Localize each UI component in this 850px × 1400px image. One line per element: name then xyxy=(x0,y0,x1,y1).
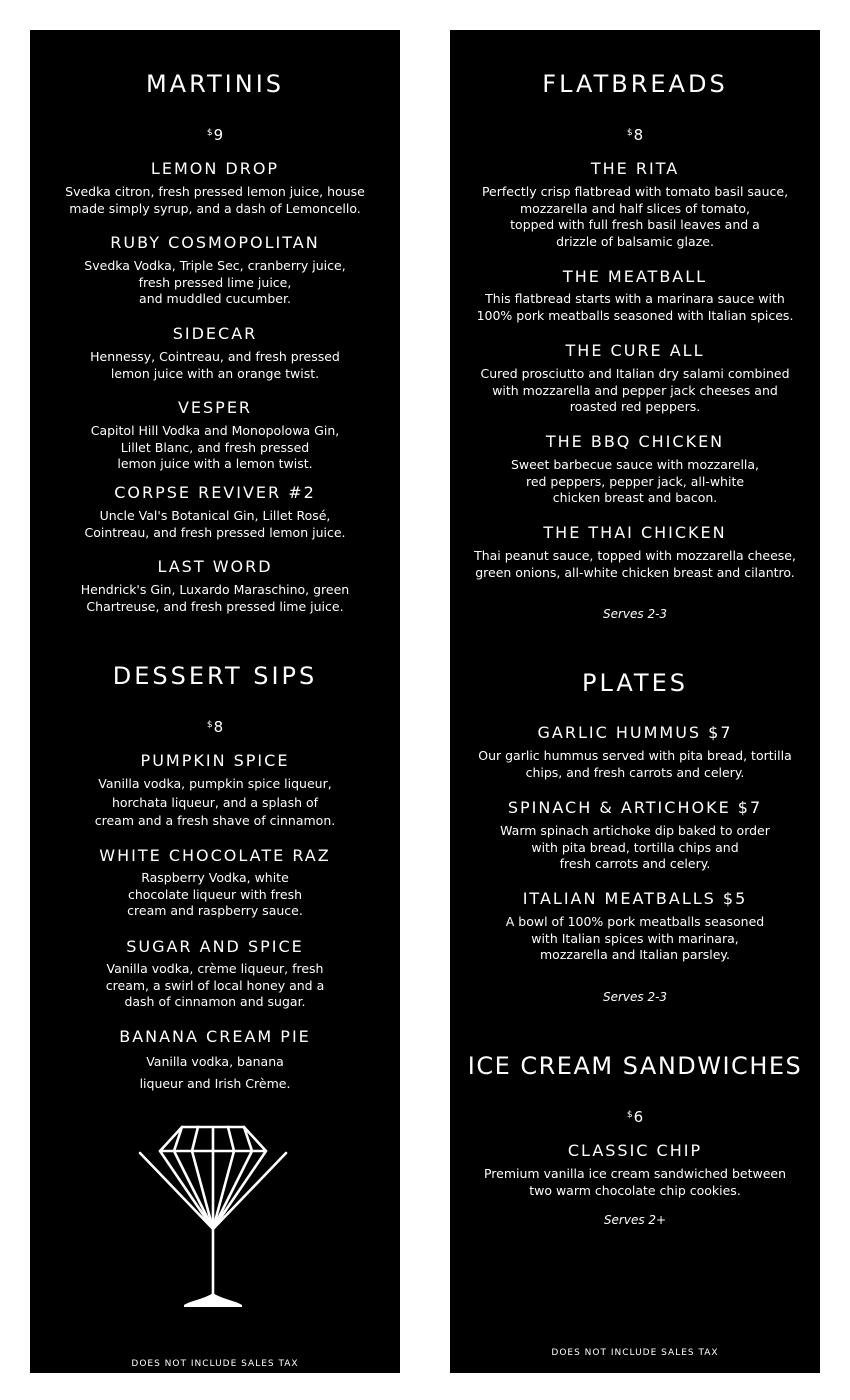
item-sugar-and-spice-desc: Vanilla vodka, crème liqueur, fresh cream, a swirl of local honey and a dash of cinnamon and sugar. xyxy=(105,961,325,1009)
item-the-meatball-desc: This flatbread starts with a marinara sauce with 100% pork meatballs seasoned with Italian spices. xyxy=(476,291,794,323)
item-ruby-cosmopolitan: RUBY COSMOPOLITAN xyxy=(110,233,320,252)
plates-title: PLATES xyxy=(581,669,688,697)
item-the-rita-desc: Perfectly crisp flatbread with tomato basil sauce, mozzarella and half slices of tomato, topped with full fresh basil leaves and a drizzle of balsamic glaze. xyxy=(481,184,789,249)
item-pumpkin-spice-desc: Vanilla vodka, pumpkin spice liqueur, horchata liqueur, and a splash of cream and a fresh shave of cinnamon. xyxy=(94,776,336,828)
item-italian-meatballs-desc: A bowl of 100% pork meatballs seasoned with Italian spices with marinara, mozzarella and Italian parsley. xyxy=(505,914,765,962)
flatbreads-price: $8 xyxy=(626,126,644,144)
left-footnote: DOES NOT INCLUDE SALES TAX xyxy=(131,1359,299,1369)
item-classic-chip-desc: Premium vanilla ice cream sandwiched between two warm chocolate chip cookies. xyxy=(483,1166,787,1198)
item-white-chocolate-raz-desc: Raspberry Vodka, white chocolate liqueur with fresh cream and raspberry sauce. xyxy=(127,870,303,918)
item-banana-cream-pie-desc: Vanilla vodka, banana liqueur and Irish Crème. xyxy=(139,1054,291,1091)
ice-cream-sandwiches-title: ICE CREAM SANDWICHES xyxy=(467,1052,803,1080)
item-spinach-artichoke: SPINACH & ARTICHOKE $7 xyxy=(507,798,763,817)
item-garlic-hummus-desc: Our garlic hummus served with pita bread, tortilla chips, and fresh carrots and celery. xyxy=(478,748,792,780)
dessert-sips-price: $8 xyxy=(206,718,224,736)
item-the-bbq-chicken: THE BBQ CHICKEN xyxy=(545,432,725,451)
item-the-cure-all-desc: Cured prosciutto and Italian dry salami combined with mozzarella and pepper jack cheeses and roasted red peppers. xyxy=(480,366,790,414)
item-sidecar-desc: Hennessy, Cointreau, and fresh pressed lemon juice with an orange twist. xyxy=(90,349,340,381)
item-vesper: VESPER xyxy=(177,398,253,417)
ice-cream-price: $6 xyxy=(626,1108,644,1126)
flatbreads-title: FLATBREADS xyxy=(542,70,728,98)
martini-glass-diamond-icon xyxy=(136,1123,290,1315)
martinis-title: MARTINIS xyxy=(145,70,285,98)
plates-serves: Serves 2-3 xyxy=(602,990,668,1004)
item-the-thai-chicken: THE THAI CHICKEN xyxy=(543,523,727,542)
item-banana-cream-pie: BANANA CREAM PIE xyxy=(119,1027,311,1046)
right-menu-panel xyxy=(450,30,820,1373)
item-last-word: LAST WORD xyxy=(157,557,273,576)
item-corpse-reviver-desc: Uncle Val's Botanical Gin, Lillet Rosé, Cointreau, and fresh pressed lemon juice. xyxy=(84,508,346,540)
item-white-chocolate-raz: WHITE CHOCOLATE RAZ xyxy=(99,846,331,865)
item-vesper-desc: Capitol Hill Vodka and Monopolowa Gin, Lillet Blanc, and fresh pressed lemon juice with a lemon twist. xyxy=(90,423,340,471)
item-the-bbq-chicken-desc: Sweet barbecue sauce with mozzarella, red peppers, pepper jack, all-white chicken breast and bacon. xyxy=(510,457,760,505)
item-classic-chip: CLASSIC CHIP xyxy=(567,1141,703,1160)
right-footnote: DOES NOT INCLUDE SALES TAX xyxy=(551,1348,719,1358)
item-the-cure-all: THE CURE ALL xyxy=(565,341,705,360)
left-menu-panel xyxy=(30,30,400,1373)
dessert-sips-title: DESSERT SIPS xyxy=(112,662,318,690)
item-the-rita: THE RITA xyxy=(590,159,680,178)
martinis-price: $9 xyxy=(206,126,224,144)
item-lemon-drop-desc: Svedka citron, fresh pressed lemon juice, house made simply syrup, and a dash of Lemoncello. xyxy=(65,184,365,216)
item-lemon-drop: LEMON DROP xyxy=(150,159,280,178)
item-sidecar: SIDECAR xyxy=(172,324,258,343)
item-last-word-desc: Hendrick's Gin, Luxardo Maraschino, green Chartreuse, and fresh pressed lime juice. xyxy=(80,582,350,614)
item-spinach-artichoke-desc: Warm spinach artichoke dip baked to order with pita bread, tortilla chips and fresh carrots and celery. xyxy=(500,823,770,871)
item-italian-meatballs: ITALIAN MEATBALLS $5 xyxy=(522,889,748,908)
item-pumpkin-spice: PUMPKIN SPICE xyxy=(140,751,290,770)
item-ruby-cosmopolitan-desc: Svedka Vodka, Triple Sec, cranberry juice, fresh pressed lime juice, and muddled cucumber. xyxy=(84,258,346,306)
item-garlic-hummus: GARLIC HUMMUS $7 xyxy=(537,723,733,742)
item-corpse-reviver: CORPSE REVIVER #2 xyxy=(114,483,316,502)
item-the-meatball: THE MEATBALL xyxy=(562,267,708,286)
item-the-thai-chicken-desc: Thai peanut sauce, topped with mozzarella cheese, green onions, all-white chicken breast and cilantro. xyxy=(474,548,796,580)
item-sugar-and-spice: SUGAR AND SPICE xyxy=(126,937,304,956)
flatbreads-serves: Serves 2-3 xyxy=(602,607,668,621)
ice-cream-serves: Serves 2+ xyxy=(603,1213,667,1227)
